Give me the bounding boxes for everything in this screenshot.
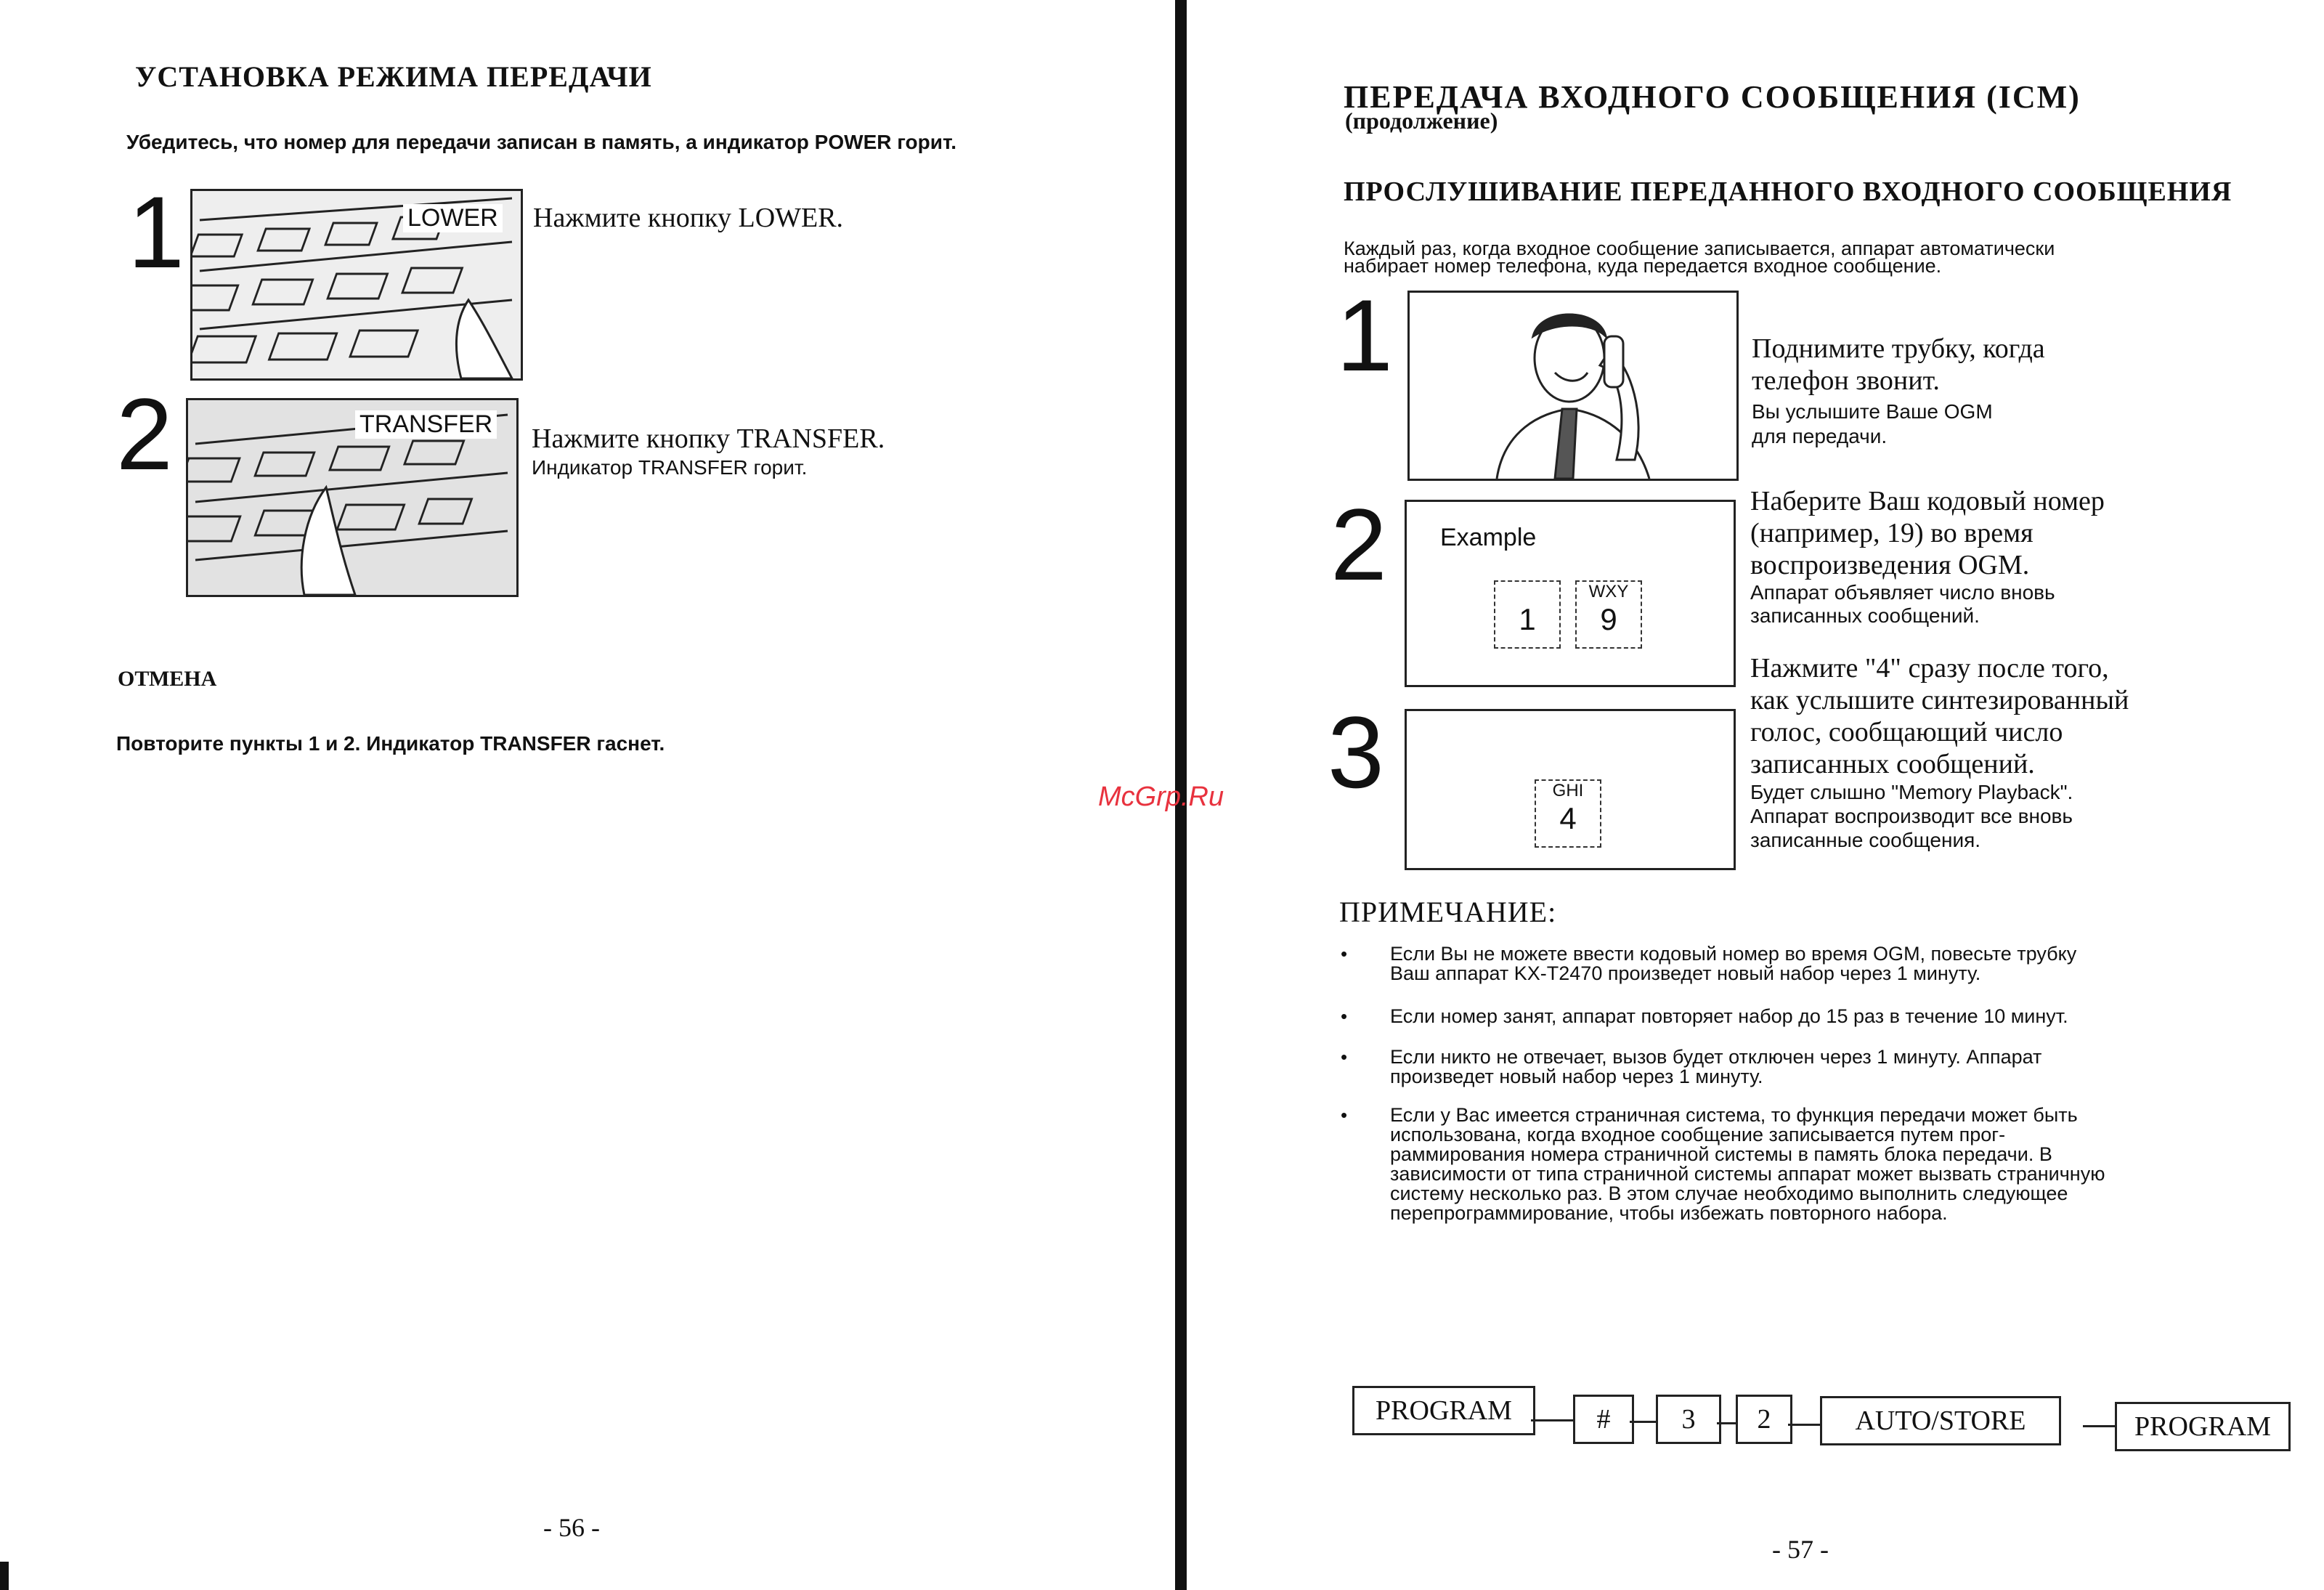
- watermark: McGrp.Ru: [1098, 782, 1224, 812]
- seq-connector: [1531, 1419, 1573, 1421]
- right-step-2-instruction: Наберите Ваш кодовый номер (например, 19) во время воспроизведения OGM.: [1750, 486, 2105, 580]
- seq-connector: [1788, 1424, 1820, 1426]
- key-1: 1: [1494, 580, 1561, 649]
- note-heading: ПРИМЕЧАНИЕ:: [1339, 896, 1557, 928]
- man-on-phone-illustration: [1407, 291, 1739, 481]
- right-step-3-instruction: Нажмите "4" сразу после того, как услышите синтезированный голос, сообщающий число записанных сообщений.: [1750, 653, 2129, 779]
- right-page-intro: [1344, 240, 2055, 275]
- note-1: Если Вы не можете ввести кодовый номер во время OGM, повесьте трубку Ваш аппарат KX-T2470 произведет новый набор через 1 минуту.: [1390, 943, 2077, 984]
- seq-program-1: PROGRAM: [1352, 1386, 1535, 1435]
- seq-3: 3: [1656, 1395, 1721, 1444]
- left-page-title: УСТАНОВКА РЕЖИМА ПЕРЕДАЧИ: [135, 60, 652, 93]
- seq-2: 2: [1736, 1395, 1792, 1444]
- man-on-phone-icon: [1410, 293, 1736, 479]
- edge-mark: [0, 1562, 9, 1590]
- step-2-note: Индикатор TRANSFER горит.: [532, 456, 808, 479]
- step-1-number: 1: [128, 175, 184, 289]
- left-page-intro: Убедитесь, что номер для передачи записан в память, а индикатор POWER горит.: [126, 131, 956, 153]
- seq-hash: #: [1573, 1395, 1634, 1444]
- lower-button-illustration: [190, 189, 523, 381]
- bullet-2: •: [1341, 1005, 1348, 1027]
- right-page-title: ПЕРЕДАЧА ВХОДНОГО СООБЩЕНИЯ (ICM): [1344, 79, 2081, 115]
- intro-line-1: Каждый раз, когда входное сообщение записывается, аппарат автоматически: [1344, 238, 2055, 259]
- note-2: Если номер занят, аппарат повторяет набор до 15 раз в течение 10 минут.: [1390, 1005, 2068, 1027]
- bullet-3: •: [1341, 1046, 1348, 1068]
- page-number-right: - 57 -: [1772, 1535, 1829, 1564]
- cancel-heading: ОТМЕНА: [118, 667, 217, 691]
- intro-line-2: набирает номер телефона, куда передается входное сообщение.: [1344, 255, 1942, 277]
- transfer-button-illustration: [186, 398, 519, 597]
- step-1-instruction: Нажмите кнопку LOWER.: [533, 203, 844, 233]
- right-step-1-number: 1: [1336, 278, 1393, 392]
- right-page-title-cont: (продолжение): [1345, 108, 1498, 134]
- right-step-3-note: Будет слышно "Memory Playback". Аппарат воспроизводит все вновь записанные сообщения.: [1750, 781, 2073, 851]
- right-step-1-instruction: Поднимите трубку, когда телефон звонит.: [1752, 333, 2045, 396]
- bullet-4: •: [1341, 1104, 1348, 1126]
- example-label: Example: [1440, 524, 1537, 551]
- right-step-1-note: Вы услышите Ваше OGM для передачи.: [1752, 400, 1993, 447]
- bullet-1: •: [1341, 943, 1348, 965]
- right-step-2-number: 2: [1330, 487, 1387, 601]
- right-step-3-number: 3: [1328, 695, 1384, 809]
- note-4: Если у Вас имеется страничная система, то функция передачи может быть использована, когда входное сообщение записывается путем прог- раммирования номера страничной системы в память блока передачи. В зависимости от типа страничной системы аппарат может вызвать страничную систему несколько раз. В этом случае необходимо выполнить следующее перепрограммирование, чтобы избежать повторного набора.: [1390, 1104, 2105, 1224]
- right-step-2-note: Аппарат объявляет число вновь записанных сообщений.: [1750, 581, 2055, 627]
- note-3: Если никто не отвечает, вызов будет отключен через 1 минуту. Аппарат произведет новый набор через 1 минуту.: [1390, 1046, 2042, 1087]
- right-page: [1191, 0, 2324, 1590]
- page-number-left: - 56 -: [543, 1513, 600, 1542]
- seq-connector: [2083, 1425, 2115, 1427]
- right-page-subtitle: ПРОСЛУШИВАНИЕ ПЕРЕДАННОГО ВХОДНОГО СООБЩЕНИЯ: [1344, 177, 2232, 207]
- cancel-text: Повторите пункты 1 и 2. Индикатор TRANSFER гаснет.: [116, 732, 665, 755]
- step-2-instruction: Нажмите кнопку TRANSFER.: [532, 423, 885, 454]
- seq-program-2: PROGRAM: [2115, 1402, 2291, 1451]
- key-9: WXY 9: [1575, 580, 1642, 649]
- key-4-panel: [1405, 709, 1736, 870]
- lower-label: LOWER: [403, 204, 503, 232]
- key-4: GHI 4: [1535, 779, 1601, 848]
- transfer-label: TRANSFER: [355, 410, 497, 439]
- seq-connector: [1717, 1422, 1736, 1424]
- seq-connector: [1630, 1421, 1656, 1423]
- step-2-number: 2: [116, 377, 173, 491]
- seq-auto-store: AUTO/STORE: [1820, 1396, 2061, 1445]
- example-keys-panel: [1405, 500, 1736, 687]
